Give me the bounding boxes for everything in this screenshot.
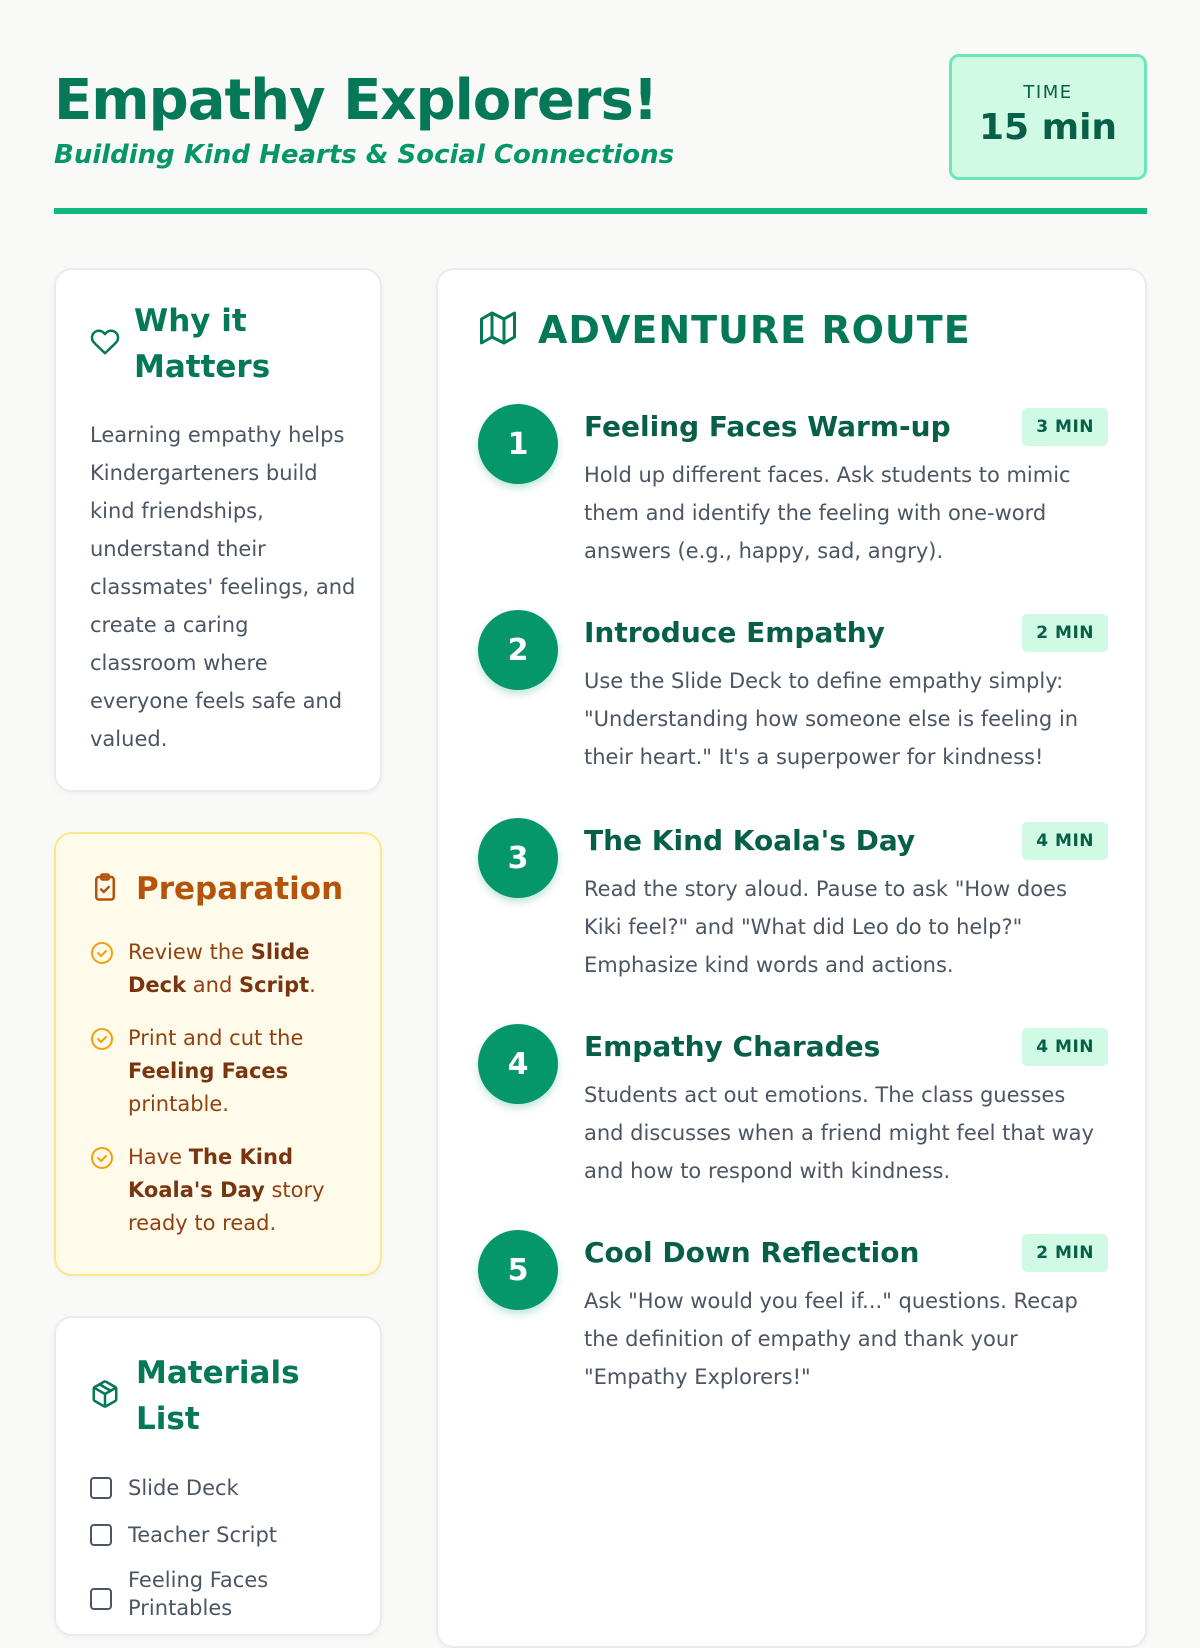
step-number: 3	[478, 818, 558, 898]
preparation-card	[54, 832, 382, 1276]
why-it-matters-card	[54, 268, 382, 792]
prep-title: Preparation	[136, 871, 344, 907]
step-number: 5	[478, 1230, 558, 1310]
checkbox[interactable]	[90, 1524, 112, 1546]
material-label: Slide Deck	[128, 1475, 239, 1500]
prep-header	[90, 866, 343, 912]
materials-title-line2: List	[136, 1401, 200, 1437]
step-title: Cool Down Reflection	[584, 1236, 920, 1269]
page-title: Empathy Explorers!	[54, 68, 658, 133]
material-label: Teacher Script	[128, 1522, 278, 1547]
step-number: 4	[478, 1024, 558, 1104]
check-circle-icon	[90, 1141, 128, 1174]
step-duration-badge: 4 MIN	[1022, 822, 1108, 860]
step-duration-badge: 2 MIN	[1022, 1234, 1108, 1272]
check-circle-icon	[90, 1022, 128, 1055]
step-description: Ask "How would you feel if..." questions. Recap the definition of empathy and thank your "Empathy Explorers!"	[584, 1289, 1078, 1389]
step-title: Feeling Faces Warm-up	[584, 410, 951, 443]
material-label: Feeling Faces Printables	[128, 1568, 269, 1620]
step-description: Use the Slide Deck to define empathy simply: "Understanding how someone else is feeling in their heart." It's a superpower for kindness!	[584, 669, 1079, 769]
step-duration-badge: 2 MIN	[1022, 614, 1108, 652]
step-description: Students act out emotions. The class guesses and discusses when a friend might feel that way and how to respond with kindness.	[584, 1083, 1094, 1183]
list-item[interactable]	[90, 1511, 360, 1558]
heart-icon	[90, 327, 120, 361]
time-badge	[949, 54, 1147, 180]
step-duration-badge: 3 MIN	[1022, 408, 1108, 446]
adventure-route-card	[436, 268, 1147, 1648]
list-item	[90, 1141, 360, 1240]
clipboard-check-icon	[90, 872, 120, 906]
why-description: Learning empathy helps Kindergarteners build kind friendships, understand their classmates' feelings, and create a caring classroom where everyone feels safe and valued.	[90, 423, 356, 751]
list-item[interactable]	[90, 1558, 360, 1620]
checkbox[interactable]	[90, 1477, 112, 1499]
step-description: Hold up different faces. Ask students to mimic them and identify the feeling with one-word answers (e.g., happy, sad, angry).	[584, 463, 1071, 563]
why-title-line2: Matters	[134, 349, 271, 385]
prep-item-text: Have The Kind Koala's Day story ready to read.	[128, 1145, 325, 1235]
page-subtitle: Building Kind Hearts & Social Connections	[54, 140, 675, 170]
map-icon	[480, 310, 516, 350]
why-header	[90, 298, 270, 390]
route-header	[480, 308, 971, 352]
list-item[interactable]	[90, 1464, 360, 1511]
prep-item-text: Print and cut the Feeling Faces printable.	[128, 1026, 304, 1116]
list-item	[90, 1022, 360, 1121]
materials-card	[54, 1316, 382, 1636]
check-circle-icon	[90, 936, 128, 969]
materials-title-line1: Materials	[136, 1355, 300, 1391]
step-number: 1	[478, 404, 558, 484]
materials-list	[90, 1464, 360, 1620]
time-value: 15 min	[978, 107, 1118, 148]
prep-list	[90, 936, 360, 1260]
step-title: The Kind Koala's Day	[584, 824, 916, 857]
materials-header	[90, 1350, 300, 1442]
step-title: Introduce Empathy	[584, 616, 885, 649]
step-description: Read the story aloud. Pause to ask "How does Kiki feel?" and "What did Leo do to help?" Emphasize kind words and actions.	[584, 877, 1067, 977]
step-title: Empathy Charades	[584, 1030, 881, 1063]
time-label: TIME	[1023, 82, 1073, 103]
page-header	[54, 54, 1147, 214]
list-item	[90, 936, 360, 1002]
route-title: ADVENTURE ROUTE	[538, 308, 971, 352]
package-icon	[90, 1379, 120, 1413]
step-duration-badge: 4 MIN	[1022, 1028, 1108, 1066]
prep-item-text: Review the Slide Deck and Script.	[128, 940, 316, 997]
checkbox[interactable]	[90, 1588, 112, 1610]
step-number: 2	[478, 610, 558, 690]
why-title-line1: Why it	[134, 303, 247, 339]
